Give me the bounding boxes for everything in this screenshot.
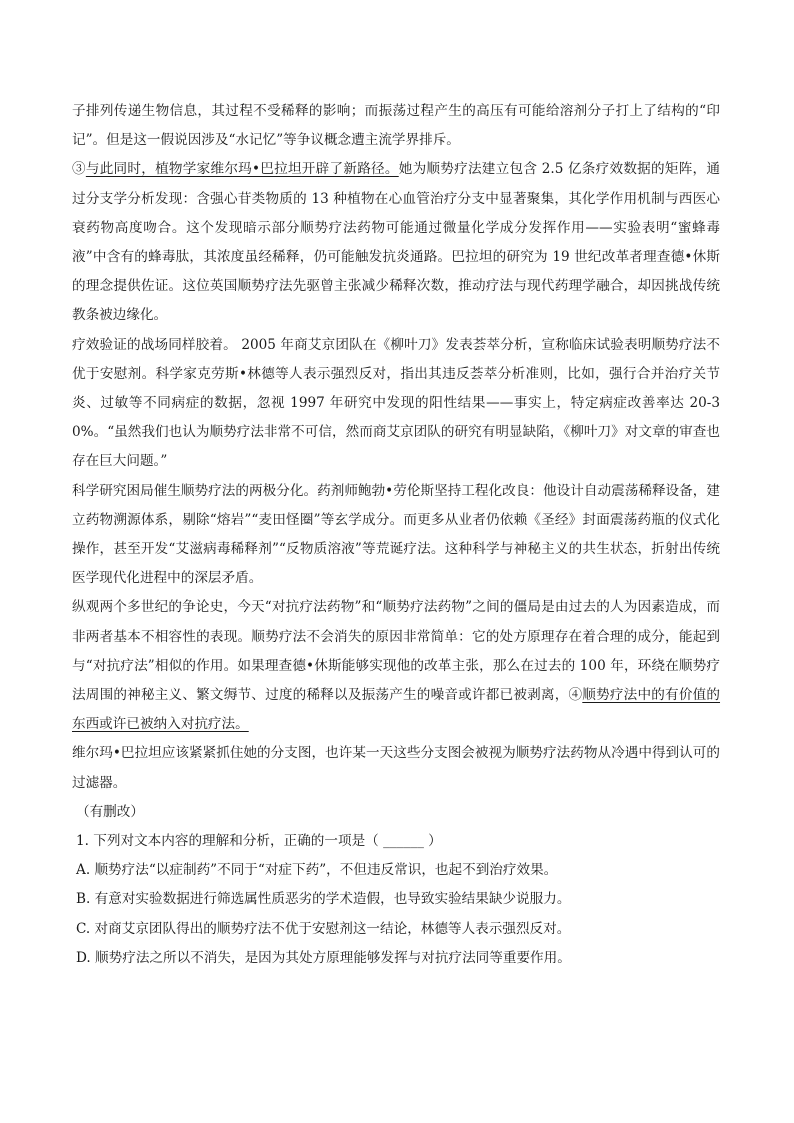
paragraph-5-text: 纵观两个多世纪的争论史，今天“对抗疗法药物”和“顺势疗法药物”之间的僵局是由过去的人为因素造成，而非两者基本不相容性的表现。顺势疗法不会消失的原因非常简单：它的处方原理存在着合理的成分，能起到与“对抗疗法”相似的作用。如果理查德•休斯能够实现他的改革主张，那么在过去的 100 年，环绕在顺势疗法周围的神秘主义、繁文缛节、过度的稀释以及振荡产生的噪音或许都已被剥离， — [72, 599, 720, 704]
paragraph-5-marker: ④ — [568, 687, 583, 704]
question-stem: 1. 下列对文本内容的理解和分析，正确的一项是（ ______ ） — [76, 833, 442, 850]
option-a: A. 顺势疗法“以症制药”不同于“对症下药”，不但违反常识，也起不到治疗效果。 — [76, 862, 558, 879]
paragraph-4: 科学研究困局催生顺势疗法的两极分化。药剂师鲍勃•劳伦斯坚持工程化改良：他设计自动震荡稀释设备，建立药物溯源体系，剔除“熔岩”“麦田怪圈”等玄学成分。而更多从业者仍依赖《圣经》封面震荡药瓶的仪式化操作，甚至开发“艾滋病毒稀释剂”“反物质溶液”等荒诞疗法。这种科学与神秘主义的共生状态，折射出传统医学现代化进程中的深层矛盾。 — [72, 482, 720, 587]
paragraph-2 — [72, 155, 720, 330]
underlined-sentence-4: 顺势疗法中的有价值的东西或许已被纳入对抗疗法。 — [72, 687, 721, 733]
underlined-sentence-3: 与此同时，植物学家维尔玛•巴拉坦开辟了新路径。 — [85, 161, 399, 178]
paragraph-2-text: 她为顺势疗法建立包含 2.5 亿条疗效数据的矩阵，通过分支学分析发现：含强心苷类物质的 13 种植物在心血管治疗分支中显著聚集，其化学作用机制与西医心衰药物高度吻合。这个发现暗示部分顺势疗法药物可能通过微量化学成分发挥作用——实验表明“蜜蜂毒液”中含有的蜂毒肽，其浓度虽经稀释，仍可能触发抗炎通路。巴拉坦的研究为 19 世纪改革者理查德•休斯的理念提供佐证。这位英国顺势疗法先驱曾主张减少稀释次数，推动疗法与现代药理学融合，却因挑战传统教条被边缘化。 — [72, 161, 720, 324]
option-d: D. 顺势疗法之所以不消失，是因为其处方原理能够发挥与对抗疗法同等重要作用。 — [76, 949, 571, 966]
option-c: C. 对商艾京团队得出的顺势疗法不优于安慰剂这一结论，林德等人表示强烈反对。 — [76, 920, 571, 937]
option-b: B. 有意对实验数据进行筛选属性质恶劣的学术造假，也导致实验结果缺少说服力。 — [76, 891, 571, 908]
paragraph-2-marker: ③ — [72, 161, 86, 178]
paragraph-5 — [72, 593, 720, 739]
paragraph-1: 子排列传递生物信息，其过程不受稀释的影响；而振荡过程产生的高压有可能给溶剂分子打上了结构的“印记”。但是这一假说因涉及“水记忆”等争议概念遭主流学界排斥。 — [72, 103, 720, 149]
paragraph-3: 疗效验证的战场同样胶着。 2005 年商艾京团队在《柳叶刀》发表荟萃分析，宣称临床试验表明顺势疗法不优于安慰剂。科学家克劳斯•林德等人表示强烈反对，指出其违反荟萃分析准则，比如，强行合并治疗关节炎、过敏等不同病症的数据，忽视 1997 年研究中发现的阳性结果——事实上，特定病症改善率达 20-30%。“虽然我们也认为顺势疗法非常不可信，然而商艾京团队的研究有明显缺陷，《柳叶刀》对文章的审查也存在巨大问题。” — [72, 336, 720, 470]
document-body — [72, 97, 720, 973]
paragraph-6: 维尔玛•巴拉坦应该紧紧抓住她的分支图，也许某一天这些分支图会被视为顺势疗法药物从冷遇中得到认可的过滤器。 — [72, 745, 720, 791]
edit-note: （有删改） — [76, 803, 144, 820]
